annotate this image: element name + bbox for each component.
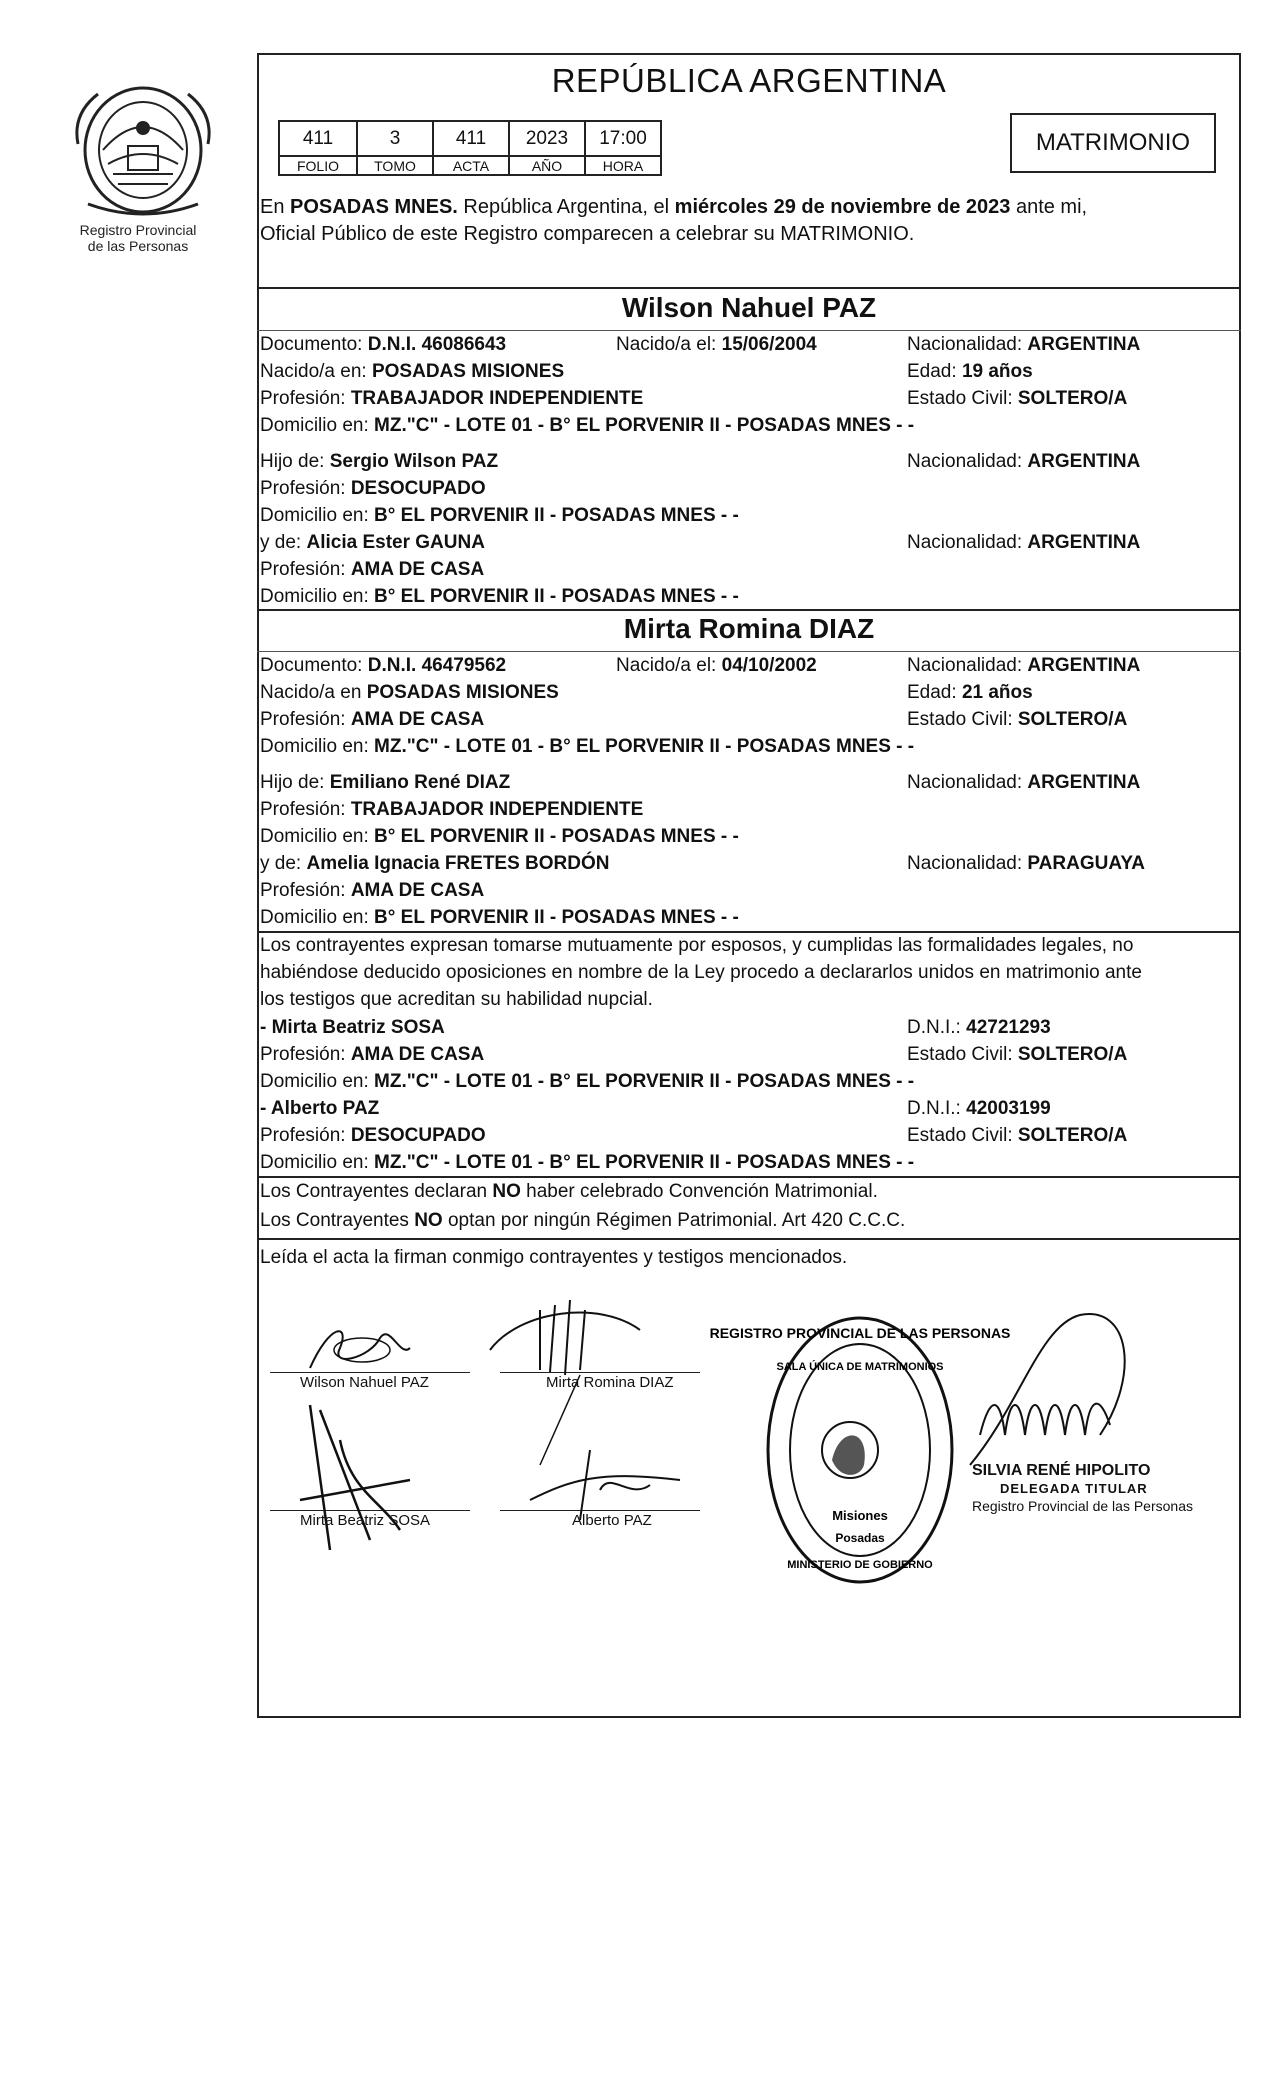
registry-table	[278, 120, 662, 176]
spouse1-document	[260, 331, 506, 358]
spouse1-mother	[260, 529, 485, 556]
label: Nacionalidad:	[907, 451, 1028, 472]
section-divider	[257, 609, 1241, 611]
official-office: Registro Provincial de las Personas	[972, 1498, 1193, 1514]
witness1-address-value: MZ."C" - LOTE 01 - B° EL PORVENIR II - POSADAS MNES - -	[374, 1071, 915, 1092]
logo-caption-line1: Registro Provincial	[79, 222, 197, 238]
spouse1-dni: D.N.I. 46086643	[367, 334, 507, 355]
spouse1-birthdate-value: 15/06/2004	[721, 334, 817, 355]
intro-place: POSADAS MNES.	[290, 196, 458, 218]
acta-label: ACTA	[433, 156, 509, 175]
label: Estado Civil:	[907, 1125, 1018, 1146]
witness2-civil-status-value: SOLTERO/A	[1017, 1125, 1128, 1146]
closing-text: Leída el acta la firman conmigo contrayentes y testigos mencionados.	[260, 1247, 848, 1268]
spouse2-father-profession-value: TRABAJADOR INDEPENDIENTE	[350, 799, 644, 820]
spouse2-mother-nationality	[907, 850, 1145, 877]
logo-caption-line2: de las Personas	[87, 238, 189, 254]
label: Hijo de:	[260, 772, 330, 793]
label: Hijo de:	[260, 451, 330, 472]
section-divider	[257, 1238, 1241, 1240]
spouse2-address-value: MZ."C" - LOTE 01 - B° EL PORVENIR II - POSADAS MNES - -	[374, 736, 915, 757]
official-name: SILVIA RENÉ HIPOLITO	[972, 1462, 1151, 1479]
spouse1-mother-nationality	[907, 529, 1140, 556]
witness1-profession-value: AMA DE CASA	[350, 1044, 485, 1065]
spouse2-document	[260, 652, 506, 679]
declaration-line1: Los contrayentes expresan tomarse mutuamente por esposos, y cumplidas las formalidades legales, no	[260, 935, 1134, 956]
label: Edad:	[907, 361, 962, 382]
spouse2-father-name: Emiliano René DIAZ	[329, 772, 511, 793]
spouse2-dni: D.N.I. 46479562	[367, 655, 507, 676]
spouse1-father-profession-value: DESOCUPADO	[350, 478, 486, 499]
section-divider	[257, 287, 1241, 289]
label: Estado Civil:	[907, 709, 1018, 730]
label: Nacido/a el:	[616, 334, 722, 355]
witness2-address-value: MZ."C" - LOTE 01 - B° EL PORVENIR II - POSADAS MNES - -	[374, 1152, 915, 1173]
document-type-box: MATRIMONIO	[1010, 113, 1216, 173]
signature-label-spouse2: Mirta Romina DIAZ	[546, 1374, 674, 1391]
label: Profesión:	[260, 880, 351, 901]
label: Profesión:	[260, 1044, 351, 1065]
signature-label-witness1: Mirta Beatriz SOSA	[300, 1512, 431, 1529]
spouse2-birthplace	[260, 679, 559, 706]
label: D.N.I.:	[907, 1017, 967, 1038]
witness2-dni	[907, 1095, 1051, 1122]
registry-logo	[68, 84, 218, 224]
spouse1-mother-address-value: B° EL PORVENIR II - POSADAS MNES - -	[374, 586, 739, 607]
spouse1-mother-nationality-value: ARGENTINA	[1027, 532, 1141, 553]
spouse2-birthplace-value: POSADAS MISIONES	[366, 682, 559, 703]
witness1-profession	[260, 1041, 484, 1068]
witness2-dni-value: 42003199	[966, 1098, 1051, 1119]
provincial-seal-icon	[68, 84, 218, 219]
witness2-name	[260, 1095, 379, 1122]
label: Domicilio en:	[260, 736, 375, 757]
witness1-civil-status	[907, 1041, 1127, 1068]
spouse1-father-nationality-value: ARGENTINA	[1027, 451, 1141, 472]
intro-text-b: República Argentina, el	[457, 196, 675, 218]
label: Domicilio en:	[260, 826, 375, 847]
spouse1-father-address	[260, 502, 739, 529]
spouse1-father-address-value: B° EL PORVENIR II - POSADAS MNES - -	[374, 505, 739, 526]
spouse1-birthplace-value: POSADAS MISIONES	[371, 361, 565, 382]
stamp-inner-text: SALA ÚNICA DE MATRIMONIOS	[776, 1361, 944, 1373]
spouse2-mother-nationality-value: PARAGUAYA	[1027, 853, 1145, 874]
spouse1-age-value: 19 años	[961, 361, 1033, 382]
text: haber celebrado Convención Matrimonial.	[520, 1181, 878, 1202]
label: Domicilio en:	[260, 505, 375, 526]
intro-line1	[260, 194, 1087, 221]
bullet: -	[260, 1098, 271, 1119]
label: Profesión:	[260, 1125, 351, 1146]
spouse1-age	[907, 358, 1033, 385]
emphasis: NO	[414, 1210, 443, 1231]
spouse2-birthdate-value: 04/10/2002	[721, 655, 817, 676]
ano-label: AÑO	[509, 156, 585, 175]
label: Domicilio en:	[260, 415, 375, 436]
spouse1-mother-profession-value: AMA DE CASA	[350, 559, 485, 580]
spouse1-father	[260, 448, 498, 475]
label: Nacionalidad:	[907, 334, 1028, 355]
label: Domicilio en:	[260, 1152, 375, 1173]
folio-label: FOLIO	[279, 156, 357, 175]
witness2-civil-status	[907, 1122, 1127, 1149]
label: Nacido/a en:	[260, 361, 372, 382]
spouse1-civil-status	[907, 385, 1127, 412]
label: Nacido/a en	[260, 682, 367, 703]
spouse2-age-value: 21 años	[961, 682, 1033, 703]
hora-label: HORA	[585, 156, 661, 175]
label: Nacionalidad:	[907, 532, 1028, 553]
handwritten-signature-icon	[300, 1318, 420, 1378]
label: Profesión:	[260, 799, 351, 820]
witness1-dni-value: 42721293	[966, 1017, 1051, 1038]
spouse2-address	[260, 733, 914, 760]
hora-value: 17:00	[585, 121, 661, 156]
signature-label-witness2: Alberto PAZ	[572, 1512, 652, 1529]
label: Domicilio en:	[260, 907, 375, 928]
label: Nacionalidad:	[907, 772, 1028, 793]
folio-value: 411	[279, 121, 357, 156]
handwritten-signature-icon	[960, 1285, 1200, 1485]
official-stamp-icon	[709, 1310, 1011, 1590]
spouse1-address	[260, 412, 914, 439]
witness2-name-value: Alberto PAZ	[270, 1098, 380, 1119]
spouse1-birthdate	[616, 331, 817, 358]
spouse2-nationality	[907, 652, 1140, 679]
spouse2-birthdate	[616, 652, 817, 679]
label: Nacido/a el:	[616, 655, 722, 676]
spouse1-profession	[260, 385, 643, 412]
label: Estado Civil:	[907, 1044, 1018, 1065]
text: Los Contrayentes	[260, 1210, 415, 1231]
spouse2-father-nationality-value: ARGENTINA	[1027, 772, 1141, 793]
spouse1-birthplace	[260, 358, 564, 385]
label: Domicilio en:	[260, 1071, 375, 1092]
intro-line2: Oficial Público de este Registro comparecen a celebrar su MATRIMONIO.	[260, 223, 915, 245]
witness2-address	[260, 1149, 914, 1176]
stamp-ministry-text: MINISTERIO DE GOBIERNO	[787, 1559, 933, 1571]
signature-label-spouse1: Wilson Nahuel PAZ	[300, 1374, 429, 1391]
stamp-outer-text: REGISTRO PROVINCIAL DE LAS PERSONAS	[709, 1325, 1011, 1341]
spouse2-mother-profession	[260, 877, 484, 904]
witness1-address	[260, 1068, 914, 1095]
spouse2-age	[907, 679, 1033, 706]
spouse2-father-profession	[260, 796, 643, 823]
spouse1-father-name: Sergio Wilson PAZ	[329, 451, 499, 472]
label: D.N.I.:	[907, 1098, 967, 1119]
tomo-label: TOMO	[357, 156, 433, 175]
spouse1-father-nationality	[907, 448, 1140, 475]
label: Edad:	[907, 682, 962, 703]
label: Nacionalidad:	[907, 853, 1028, 874]
spouse2-mother-name: Amelia Ignacia FRETES BORDÓN	[306, 853, 610, 874]
witness1-name	[260, 1014, 445, 1041]
spouse1-mother-name: Alicia Ester GAUNA	[306, 532, 485, 553]
label: y de:	[260, 532, 307, 553]
stamp-province-text: Misiones	[832, 1508, 888, 1523]
official-title: DELEGADA TITULAR	[1000, 1481, 1148, 1496]
witness2-profession	[260, 1122, 486, 1149]
acta-value: 411	[433, 121, 509, 156]
ano-value: 2023	[509, 121, 585, 156]
bullet: -	[260, 1017, 272, 1038]
spouse2-father	[260, 769, 510, 796]
label: Documento:	[260, 655, 368, 676]
label: Profesión:	[260, 478, 351, 499]
spouse2-civil-status	[907, 706, 1127, 733]
witness2-profession-value: DESOCUPADO	[350, 1125, 486, 1146]
regime-line1	[260, 1178, 878, 1205]
label: Estado Civil:	[907, 388, 1018, 409]
page-title: REPÚBLICA ARGENTINA	[551, 62, 947, 99]
declaration-line2: habiéndose deducido oposiciones en nombre de la Ley procedo a declararlos unidos en matrimonio ante	[260, 962, 1142, 983]
intro-date: miércoles 29 de noviembre de 2023	[674, 196, 1011, 218]
intro-text-a: En	[260, 196, 291, 218]
spouse1-nationality-value: ARGENTINA	[1027, 334, 1141, 355]
declaration-line3: los testigos que acreditan su habilidad nupcial.	[260, 989, 653, 1010]
spouse2-father-address	[260, 823, 739, 850]
spouse1-nationality	[907, 331, 1140, 358]
label: y de:	[260, 853, 307, 874]
label: Nacionalidad:	[907, 655, 1028, 676]
label: Documento:	[260, 334, 368, 355]
handwritten-signature-icon	[510, 1440, 690, 1560]
stamp-city-text: Posadas	[835, 1531, 885, 1545]
spouse1-mother-profession	[260, 556, 484, 583]
witness1-name-value: Mirta Beatriz SOSA	[271, 1017, 445, 1038]
logo-caption	[58, 222, 218, 254]
spouse2-mother-address	[260, 904, 739, 931]
label: Profesión:	[260, 709, 351, 730]
label: Profesión:	[260, 559, 351, 580]
witness1-dni	[907, 1014, 1051, 1041]
spouse1-mother-address	[260, 583, 739, 610]
spouse2-civil-status-value: SOLTERO/A	[1017, 709, 1128, 730]
spouse1-name: Wilson Nahuel PAZ	[621, 292, 877, 323]
spouse2-nationality-value: ARGENTINA	[1027, 655, 1141, 676]
text: optan por ningún Régimen Patrimonial. Art 420 C.C.C.	[442, 1210, 906, 1231]
spouse1-father-profession	[260, 475, 486, 502]
spouse2-profession	[260, 706, 484, 733]
spouse1-profession-value: TRABAJADOR INDEPENDIENTE	[350, 388, 644, 409]
spouse2-profession-value: AMA DE CASA	[350, 709, 485, 730]
label: Profesión:	[260, 388, 351, 409]
spouse2-mother-profession-value: AMA DE CASA	[350, 880, 485, 901]
spouse2-mother-address-value: B° EL PORVENIR II - POSADAS MNES - -	[374, 907, 739, 928]
text: Los Contrayentes declaran	[260, 1181, 493, 1202]
intro-text-c: ante mi,	[1010, 196, 1088, 218]
spouse1-address-value: MZ."C" - LOTE 01 - B° EL PORVENIR II - POSADAS MNES - -	[374, 415, 915, 436]
spouse2-father-nationality	[907, 769, 1140, 796]
label: Domicilio en:	[260, 586, 375, 607]
spouse2-father-address-value: B° EL PORVENIR II - POSADAS MNES - -	[374, 826, 739, 847]
handwritten-signature-icon	[290, 1400, 430, 1560]
spouse2-name: Mirta Romina DIAZ	[623, 613, 875, 644]
witness1-civil-status-value: SOLTERO/A	[1017, 1044, 1128, 1065]
regime-line2	[260, 1207, 905, 1234]
tomo-value: 3	[357, 121, 433, 156]
emphasis: NO	[492, 1181, 521, 1202]
spouse2-mother	[260, 850, 610, 877]
spouse1-civil-status-value: SOLTERO/A	[1017, 388, 1128, 409]
